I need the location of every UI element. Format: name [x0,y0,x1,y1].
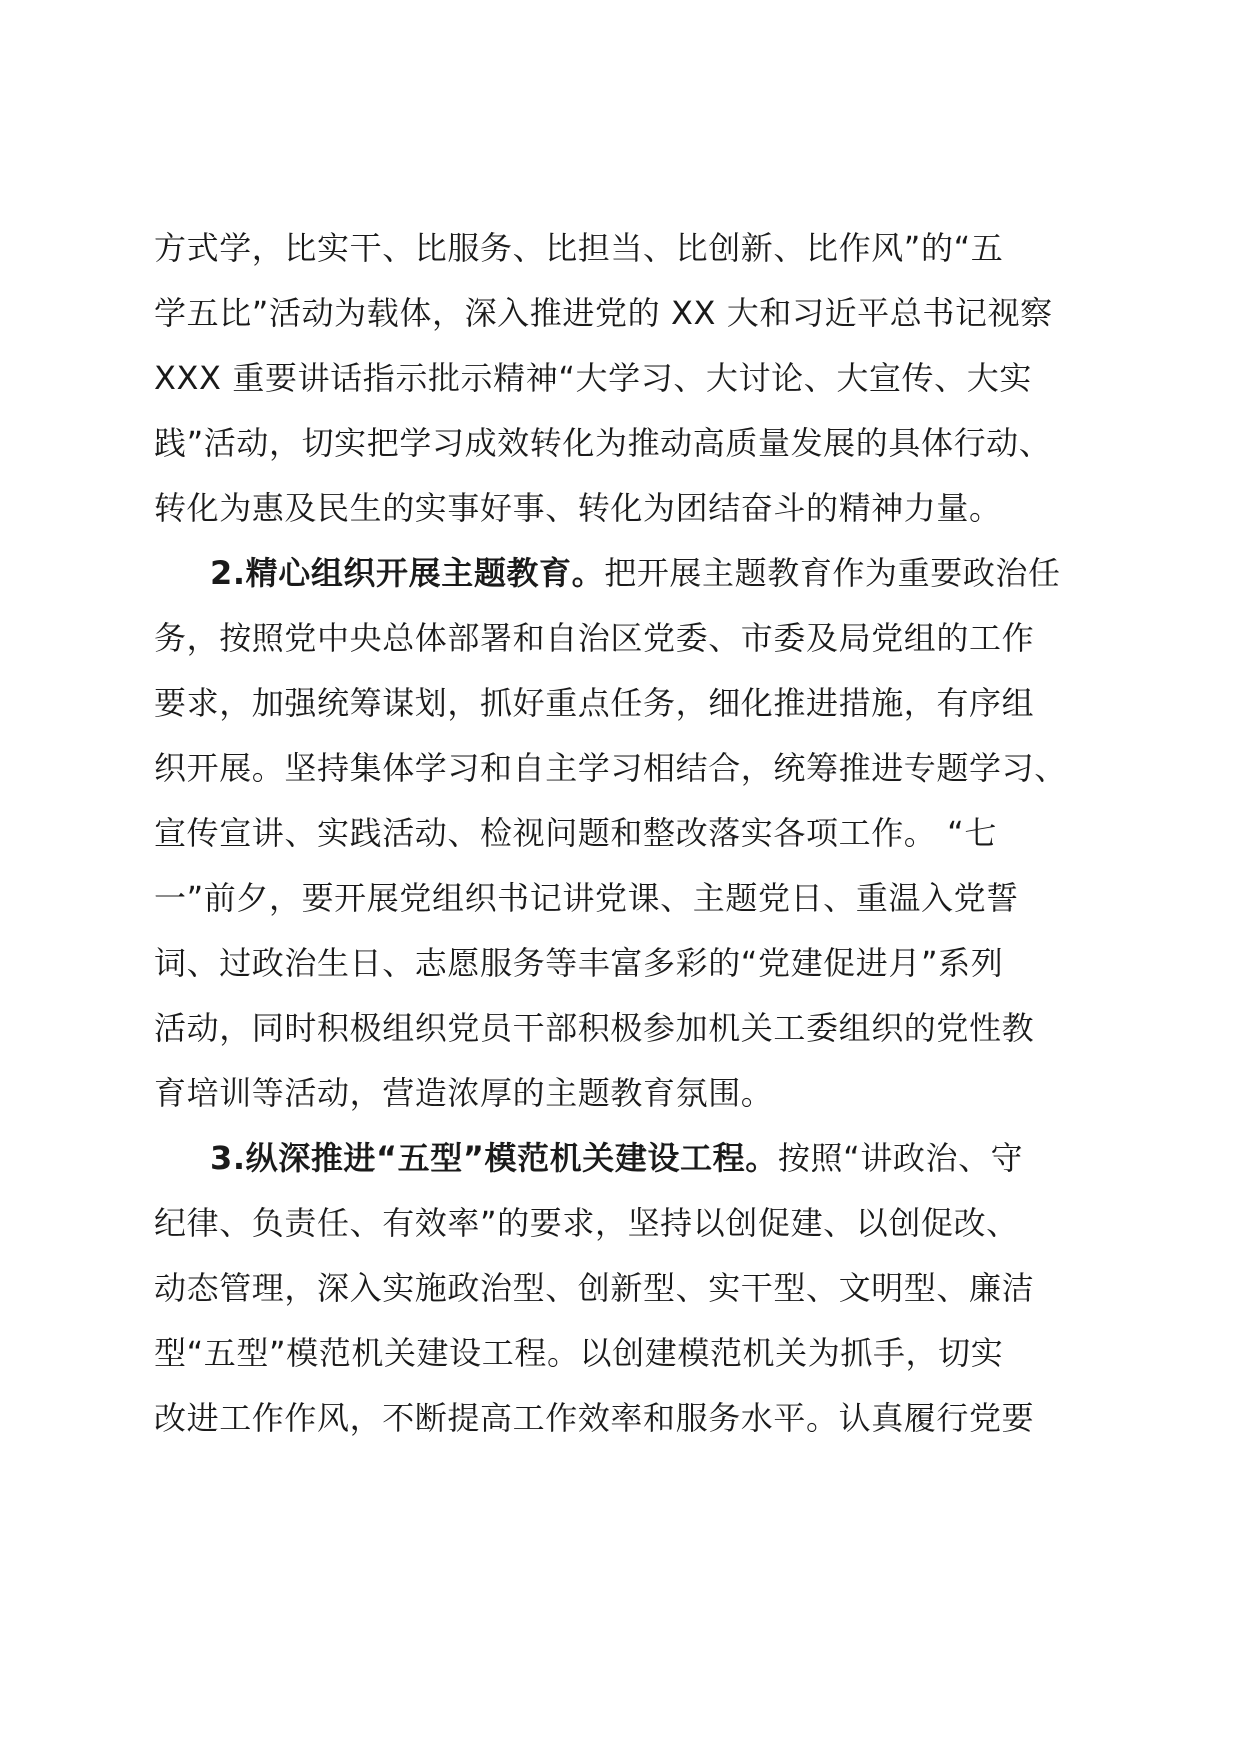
paragraph-first-line [154,541,1090,606]
text-line: 动态管理，深入实施政治型、创新型、实干型、文明型、廉洁 [154,1269,1035,1307]
text-line: 学五比”活动为载体，深入推进党的 XX 大和习近平总书记视察 [154,294,1053,332]
section-heading: 3.纵深推进“五型”模范机关建设工程。 [210,1139,778,1177]
text-line: 务，按照党中央总体部署和自治区党委、市委及局党组的工作 [154,619,1035,657]
text-line: 践”活动，切实把学习成效转化为推动高质量发展的具体行动、 [154,424,1052,462]
paragraph-first-line [154,1126,1090,1191]
text-line: 一”前夕，要开展党组织书记讲党课、主题党日、重温入党誓 [154,879,1019,917]
text-run: 按照“讲政治、守 [777,1139,1024,1177]
text-run: 把开展主题教育作为重要政治任 [604,554,1061,592]
paragraph-model-agency [154,1126,1090,1451]
text-line: 方式学，比实干、比服务、比担当、比创新、比作风”的“五 [154,229,1004,267]
text-line: 要求，加强统筹谋划，抓好重点任务，细化推进措施，有序组 [154,684,1035,722]
text-line: XXX 重要讲话指示批示精神“大学习、大讨论、大宣传、大实 [154,359,1032,397]
paragraph-theme-education [154,541,1090,1126]
text-line: 织开展。坚持集体学习和自主学习相结合，统筹推进专题学习、 [154,749,1067,787]
text-line: 改进工作作风，不断提高工作效率和服务水平。认真履行党要 [154,1399,1035,1437]
text-line: 词、过政治生日、志愿服务等丰富多彩的“党建促进月”系列 [154,944,1004,982]
document-body [154,216,1090,1451]
text-line: 活动，同时积极组织党员干部积极参加机关工委组织的党性教 [154,1009,1035,1047]
text-line: 宣传宣讲、实践活动、检视问题和整改落实各项工作。 “七 [154,814,997,852]
text-line: 转化为惠及民生的实事好事、转化为团结奋斗的精神力量。 [154,489,1002,527]
text-line: 育培训等活动，营造浓厚的主题教育氛围。 [154,1074,774,1112]
text-line: 纪律、负责任、有效率”的要求，坚持以创促建、以创促改、 [154,1204,1019,1242]
paragraph-continuation [154,216,1090,541]
section-heading: 2.精心组织开展主题教育。 [210,554,605,592]
text-line: 型“五型”模范机关建设工程。以创建模范机关为抓手，切实 [154,1334,1004,1372]
